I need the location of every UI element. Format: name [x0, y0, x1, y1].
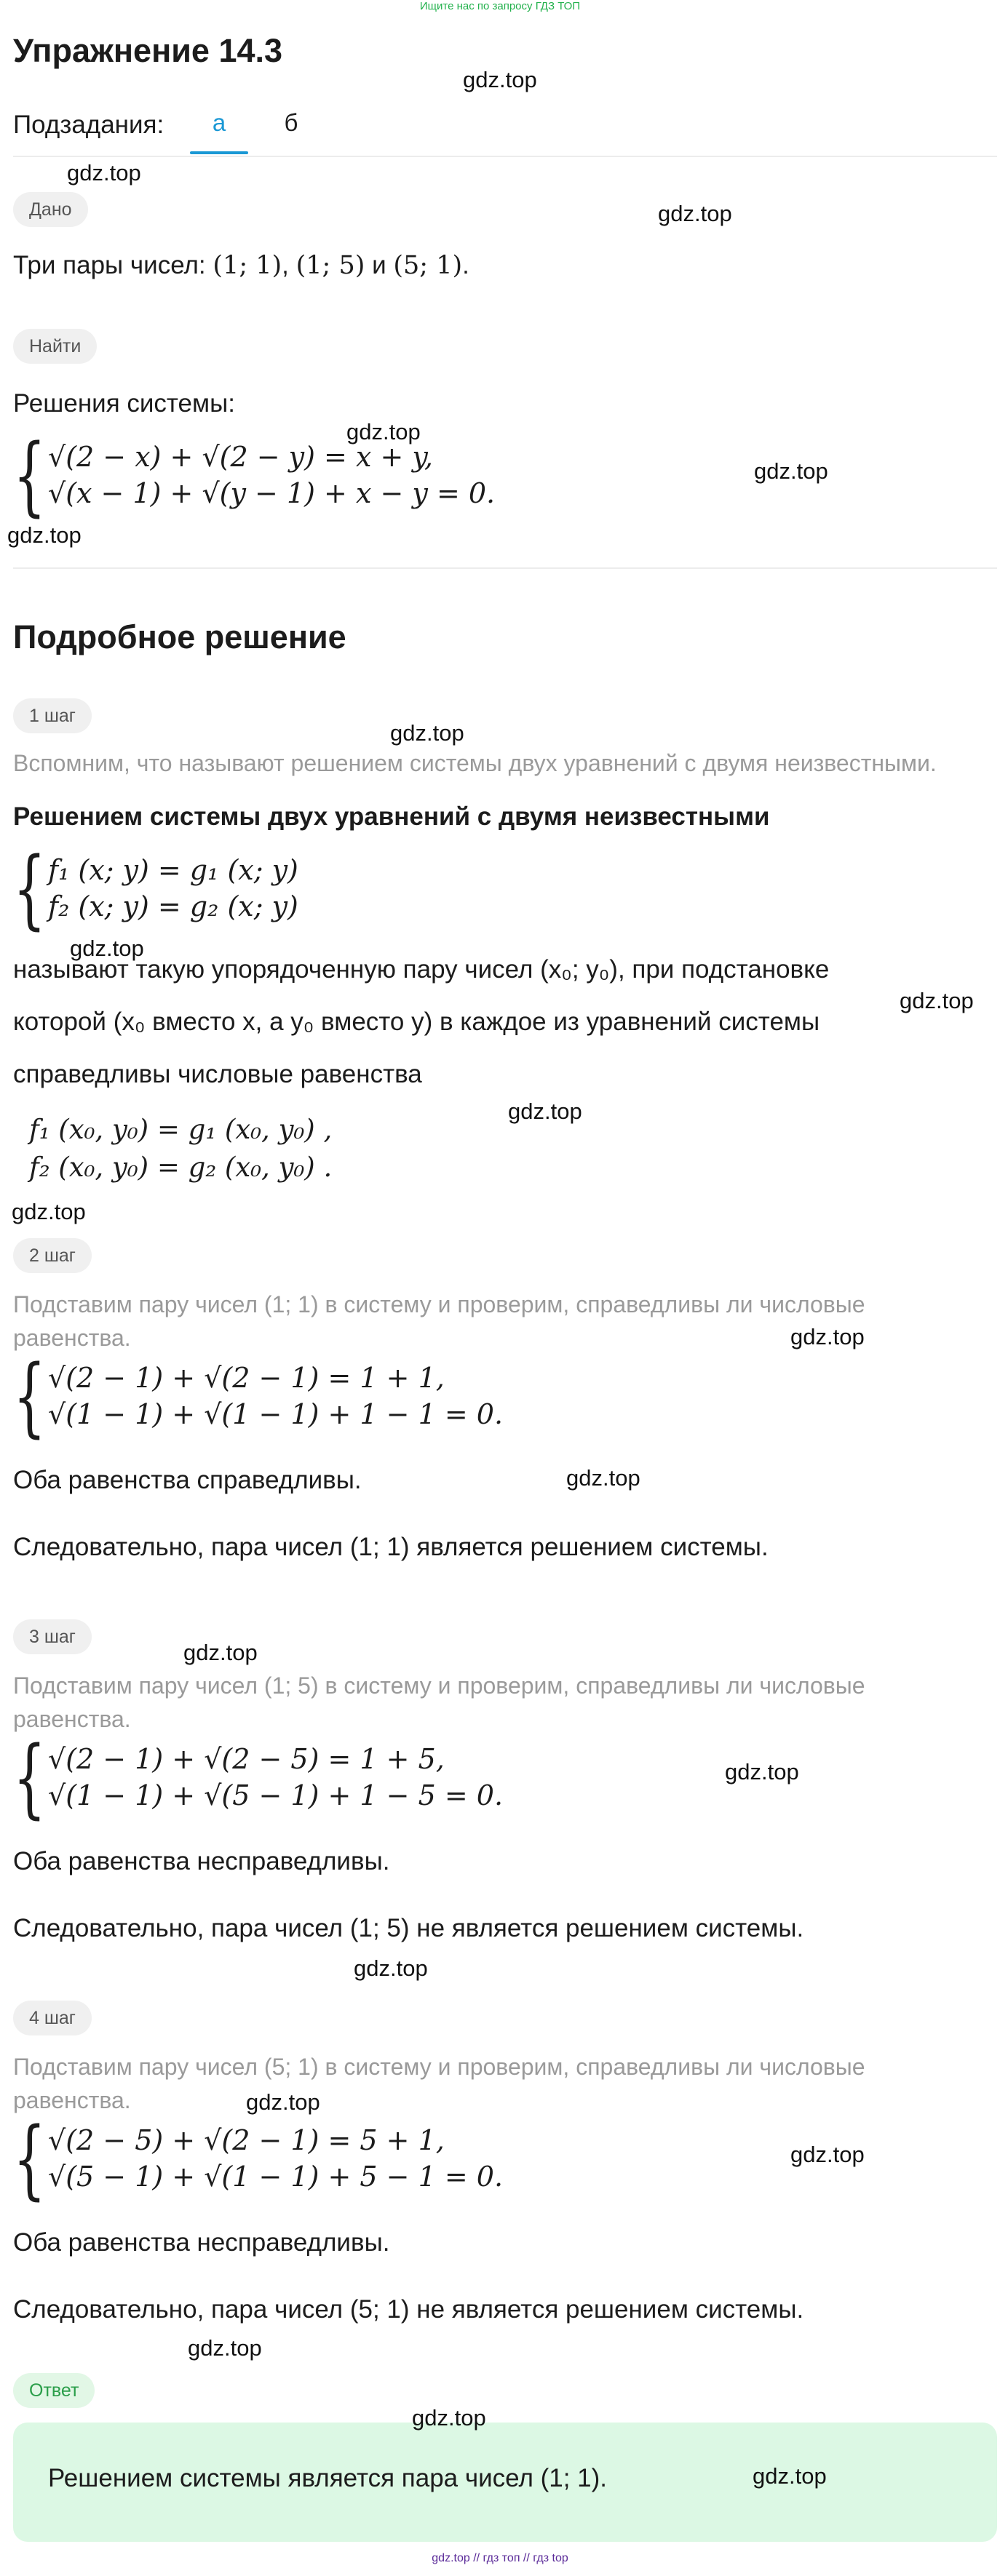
answer-badge: Ответ [13, 2373, 95, 2408]
step3-eq1: √(2 − 1) + √(2 − 5) = 1 + 5, [48, 1743, 445, 1775]
watermark: gdz.top [753, 2463, 827, 2489]
subtasks-label: Подзадания: [13, 111, 164, 139]
step1-line3: справедливы числовые равенства [13, 1060, 422, 1088]
step4-eq1: √(2 − 5) + √(2 − 1) = 5 + 1, [48, 2124, 445, 2156]
watermark: gdz.top [900, 988, 974, 1013]
step2-intro: Подставим пару чисел (1; 1) в систему и проверим, справедливы ли числовые равенства. [13, 1291, 865, 1351]
watermark: gdz.top [7, 522, 82, 548]
tab-b[interactable]: б [284, 109, 298, 136]
step3-intro: Подставим пару чисел (1; 5) в систему и проверим, справедливы ли числовые равенства. [13, 1672, 865, 1732]
brace-icon: { [13, 838, 47, 938]
step1-line2: которой (x₀ вместо x, а y₀ вместо y) в каждое из уравнений системы [13, 1008, 820, 1036]
step1-eq1: f₁ (x₀, y₀) = g₁ (x₀, y₀) , [29, 1114, 333, 1145]
brace-icon: { [13, 2108, 47, 2209]
watermark: gdz.top [790, 1324, 865, 1349]
step3-eq2: √(1 − 1) + √(5 − 1) + 1 − 5 = 0. [48, 1779, 504, 1811]
step4-eq2: √(5 − 1) + √(1 − 1) + 5 − 1 = 0. [48, 2161, 504, 2193]
step2-system [13, 1346, 504, 1446]
active-tab-indicator [190, 151, 248, 154]
given-text: Три пары чисел: (1; 1), (1; 5) и (5; 1). [13, 251, 469, 280]
find-text: Решения системы: [13, 389, 235, 418]
step3-result: Оба равенства несправедливы. [13, 1847, 390, 1875]
answer-box [13, 2423, 997, 2542]
divider [13, 567, 997, 569]
watermark: gdz.top [354, 1955, 428, 1981]
watermark: gdz.top [12, 1199, 86, 1224]
watermark: gdz.top [70, 936, 144, 961]
watermark: gdz.top [346, 419, 421, 444]
step4-intro: Подставим пару чисел (5; 1) в систему и проверим, справедливы ли числовые равенства. [13, 2054, 865, 2113]
watermark: gdz.top [658, 201, 732, 226]
find-eq2: √(x − 1) + √(y − 1) + x − y = 0. [48, 477, 496, 509]
brace-icon: { [13, 425, 47, 525]
step2-eq2: √(1 − 1) + √(1 − 1) + 1 − 1 = 0. [48, 1398, 504, 1430]
brace-icon: { [13, 1727, 47, 1827]
step2-conclusion: Следовательно, пара чисел (1; 1) является решением системы. [13, 1533, 769, 1561]
given-badge: Дано [13, 192, 88, 227]
step2-badge: 2 шаг [13, 1238, 92, 1273]
solution-title: Подробное решение [13, 618, 346, 655]
step1-system [13, 838, 298, 938]
watermark: gdz.top [183, 1640, 258, 1665]
step3-system [13, 1727, 504, 1827]
watermark: gdz.top [790, 2142, 865, 2167]
step4-badge: 4 шаг [13, 2001, 92, 2035]
find-eq1: √(2 − x) + √(2 − y) = x + y, [48, 441, 433, 473]
step1-intro: Вспомним, что называют решением системы двух уравнений с двумя неизвестными. [13, 750, 937, 776]
step2-result: Оба равенства справедливы. [13, 1466, 362, 1494]
step3-conclusion: Следовательно, пара чисел (1; 5) не является решением системы. [13, 1914, 804, 1942]
watermark: gdz.top [188, 2335, 262, 2361]
find-badge: Найти [13, 329, 97, 364]
divider [13, 156, 997, 157]
step4-conclusion: Следовательно, пара чисел (5; 1) не является решением системы. [13, 2295, 804, 2324]
step4-system [13, 2108, 504, 2209]
step3-badge: 3 шаг [13, 1619, 92, 1654]
watermark: gdz.top [67, 160, 141, 186]
step1-sys2: f₂ (x; y) = g₂ (x; y) [48, 890, 298, 922]
watermark: gdz.top [246, 2089, 320, 2115]
step1-badge: 1 шаг [13, 698, 92, 733]
footer-links[interactable]: gdz.top // гдз топ // гдз top [432, 2552, 568, 2564]
watermark: gdz.top [390, 720, 464, 746]
watermark: gdz.top [566, 1465, 640, 1491]
tab-a[interactable]: а [212, 109, 226, 136]
top-note[interactable]: Ищите нас по запросу ГДЗ ТОП [419, 0, 581, 12]
step1-sys1: f₁ (x; y) = g₁ (x; y) [48, 854, 298, 886]
watermark: gdz.top [463, 67, 537, 92]
answer-text: Решением системы является пара чисел (1; 1). [48, 2464, 608, 2492]
page-title: Упражнение 14.3 [13, 32, 283, 69]
step1-definition: Решением системы двух уравнений с двумя неизвестными [13, 802, 770, 831]
step4-result: Оба равенства несправедливы. [13, 2228, 390, 2257]
brace-icon: { [13, 1346, 47, 1446]
step2-eq1: √(2 − 1) + √(2 − 1) = 1 + 1, [48, 1362, 445, 1394]
watermark: gdz.top [508, 1098, 582, 1124]
watermark: gdz.top [412, 2405, 486, 2431]
step1-line1: называют такую упорядоченную пару чисел (x₀; y₀), при подстановке [13, 955, 830, 984]
watermark: gdz.top [725, 1759, 799, 1785]
step1-eq2: f₂ (x₀, y₀) = g₂ (x₀, y₀) . [29, 1152, 333, 1183]
watermark: gdz.top [754, 458, 828, 484]
